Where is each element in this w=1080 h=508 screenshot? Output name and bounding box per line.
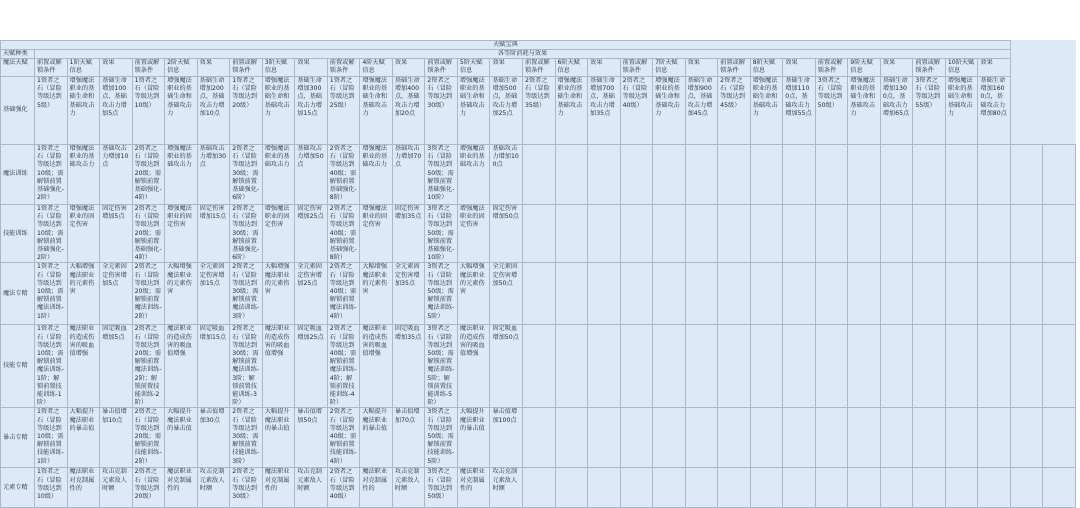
table-cell xyxy=(783,145,816,205)
table-cell xyxy=(620,263,653,325)
table-cell xyxy=(880,263,913,325)
table-cell xyxy=(718,325,751,408)
tier-prereq-header: 前置或解锁条件 xyxy=(522,59,555,77)
table-cell: 基础生命增加1300点，基础攻击力增加65点 xyxy=(880,77,913,145)
table-cell: 1资者之石（冒险等级达到25级） xyxy=(327,77,360,145)
row-label: 技能专精 xyxy=(1,325,35,408)
table-cell: 2资者之石（冒险等级达到20级；需解锁前置魔法训练-2阶） xyxy=(132,263,165,325)
table-cell: 全元素固定伤害增加35点 xyxy=(392,263,425,325)
table-cell xyxy=(522,325,555,408)
tier-effect-header: 效果 xyxy=(295,59,328,77)
table-cell xyxy=(945,263,978,325)
table-cell: 增强魔法职业的基础生命和基础攻击力 xyxy=(67,77,100,145)
table-cell: 2资者之石（冒险等级达到35级） xyxy=(522,77,555,145)
table-cell: 增强魔法职业的基础生命和基础攻击力 xyxy=(457,77,490,145)
table-cell: 2资者之石（冒险等级达到20级；需解锁前置技能训练-2阶） xyxy=(132,408,165,468)
tier-effect-header: 效果 xyxy=(490,59,523,77)
table-cell: 固定伤害增加25点 xyxy=(295,205,328,263)
table-cell xyxy=(978,325,1011,408)
table-cell: 大幅提升魔法职业的暴击值 xyxy=(360,408,393,468)
table-cell: 3资者之石（冒险等级达到50级；需解锁前置技能训练-5阶） xyxy=(425,408,458,468)
table-cell: 固定伤害增加35点 xyxy=(392,205,425,263)
table-cell: 基础生命增加500点，基础攻击力增加25点 xyxy=(490,77,523,145)
table-cell xyxy=(945,468,978,508)
table-cell: 增强魔法职业的基础生命和基础攻击力 xyxy=(653,77,686,145)
table-cell: 1资者之石（冒险等级达到10级） xyxy=(132,77,165,145)
table-cell: 基础攻击力增加70点 xyxy=(392,145,425,205)
tier-prereq-header: 前置或解锁条件 xyxy=(132,59,165,77)
table-cell xyxy=(522,145,555,205)
table-cell xyxy=(783,408,816,468)
table-cell xyxy=(1010,408,1043,468)
table-cell: 大幅提升魔法职业的暴击值 xyxy=(457,408,490,468)
table-cell xyxy=(522,263,555,325)
table-cell xyxy=(978,408,1011,468)
table-cell: 增强魔法职业的基础攻击力 xyxy=(165,145,198,205)
table-cell xyxy=(783,325,816,408)
table-cell: 基础生命增加300点，基础攻击力增加15点 xyxy=(295,77,328,145)
table-cell xyxy=(848,408,881,468)
table-cell xyxy=(588,205,621,263)
row-label: 暴击专精 xyxy=(1,408,35,468)
table-cell: 2资者之石（冒险等级达到30级；需解锁前置魔法训练-3阶） xyxy=(230,263,263,325)
table-cell: 2资者之石（冒险等级达到20级） xyxy=(132,468,165,508)
table-cell: 增强魔法职业的固定伤害 xyxy=(262,205,295,263)
table-cell: 基础攻击力增加10点 xyxy=(100,145,133,205)
table-cell xyxy=(750,205,783,263)
tier-prereq-header: 前置或解锁条件 xyxy=(230,59,263,77)
table-cell: 魔法职业的造成伤害的吸血值增强 xyxy=(262,325,295,408)
table-cell xyxy=(653,325,686,408)
table-cell xyxy=(522,205,555,263)
table-cell: 魔法职业对克制属性的 xyxy=(262,468,295,508)
table-cell: 增强魔法职业的固定伤害 xyxy=(67,205,100,263)
tier-info-header: 5阶天赋信息 xyxy=(457,59,490,77)
tier-info-header: 9阶天赋信息 xyxy=(848,59,881,77)
table-cell xyxy=(555,468,588,508)
table-cell xyxy=(880,325,913,408)
table-cell xyxy=(718,145,751,205)
tier-info-header: 6阶天赋信息 xyxy=(555,59,588,77)
tier-info-header: 3阶天赋信息 xyxy=(262,59,295,77)
table-cell: 3资者之石（冒险等级达到50级；需解锁前置基础强化-10阶） xyxy=(425,205,458,263)
table-cell: 2资者之石（冒险等级达到20级；需解锁前置基础强化-4阶） xyxy=(132,145,165,205)
table-cell: 2资者之石（冒险等级达到40级；需解锁前置魔法训练-4阶） xyxy=(327,263,360,325)
table-cell: 魔法职业的造成伤害的吸血值增强 xyxy=(67,325,100,408)
table-cell: 1资者之石（冒险等级达到10级） xyxy=(35,468,68,508)
table-cell: 3资者之石（冒险等级达到50级；需解锁前置魔法训练-5阶） xyxy=(425,263,458,325)
table-cell xyxy=(815,408,848,468)
table-cell xyxy=(783,468,816,508)
table-cell: 基础攻击力增加100点 xyxy=(490,145,523,205)
table-cell: 固定伤害增加5点 xyxy=(100,205,133,263)
table-cell xyxy=(620,145,653,205)
table-cell: 魔法职业对克制属性的 xyxy=(165,468,198,508)
row-label: 元素专精 xyxy=(1,468,35,508)
table-cell xyxy=(750,325,783,408)
table-cell: 2资者之石（冒险等级达到20级；需解锁前置基础强化-4阶） xyxy=(132,205,165,263)
table-cell xyxy=(913,325,946,408)
table-cell: 3资者之石（冒险等级达到50级） xyxy=(425,468,458,508)
row-label: 基础强化 xyxy=(1,77,35,145)
table-cell: 3资者之石（冒险等级达到50级；需解锁前置基础强化-10阶） xyxy=(425,145,458,205)
table-row xyxy=(1,145,1076,205)
talent-table xyxy=(0,40,1076,508)
table-cell: 暴击值增加50点 xyxy=(295,408,328,468)
table-cell: 基础攻击力增加30点 xyxy=(197,145,230,205)
table-cell: 增强魔法职业的基础生命和基础攻击力 xyxy=(360,77,393,145)
table-cell: 1资者之石（冒险等级达到10级；需解锁前置基础强化-2阶） xyxy=(35,145,68,205)
table-row xyxy=(1,77,1076,145)
tier-prereq-header: 前置或解锁条件 xyxy=(620,59,653,77)
table-cell: 魔法职业的造成伤害的吸血值增强 xyxy=(457,325,490,408)
table-cell: 3资者之石（冒险等级达到55级） xyxy=(913,77,946,145)
table-cell: 固定伤害增加15点 xyxy=(197,205,230,263)
skill-name-header: 魔法天赋 xyxy=(1,59,35,77)
table-cell xyxy=(588,263,621,325)
table-title: 天赋宝典 xyxy=(1,41,1011,50)
table-cell: 增强魔法职业的基础生命和基础攻击力 xyxy=(945,77,978,145)
tier-info-header: 10阶天赋信息 xyxy=(945,59,978,77)
table-cell: 攻击克制元素敌人时额 xyxy=(100,468,133,508)
group-header-row xyxy=(1,50,1076,59)
talent-table-body xyxy=(1,41,1076,508)
table-cell: 大幅增强魔法职业的元素伤害 xyxy=(165,263,198,325)
table-cell xyxy=(555,145,588,205)
table-cell: 大幅提升魔法职业的暴击值 xyxy=(165,408,198,468)
table-cell: 暴击值增加10点 xyxy=(100,408,133,468)
table-cell xyxy=(620,408,653,468)
effects-group-header: 各等阶消耗与效果 xyxy=(35,50,1011,59)
table-cell xyxy=(1043,205,1076,263)
table-cell xyxy=(685,468,718,508)
table-cell: 1资者之石（冒险等级达到10级；需解锁前置技能训练-1阶） xyxy=(35,408,68,468)
table-cell: 魔法职业对克制属性的 xyxy=(457,468,490,508)
table-cell xyxy=(1043,408,1076,468)
table-cell: 增强魔法职业的基础生命和基础攻击力 xyxy=(262,77,295,145)
tier-effect-header: 效果 xyxy=(783,59,816,77)
table-cell: 魔法职业的造成伤害的吸血值增强 xyxy=(360,325,393,408)
row-label: 魔法训练 xyxy=(1,145,35,205)
table-cell xyxy=(815,263,848,325)
table-cell xyxy=(653,408,686,468)
table-cell: 3资者之石（冒险等级达到50级；需解锁前置魔法训练-5阶；解锁前置技能训练-5阶） xyxy=(425,325,458,408)
table-cell xyxy=(815,145,848,205)
table-cell xyxy=(555,325,588,408)
table-cell xyxy=(620,205,653,263)
table-cell: 基础生命增加1100点，基础攻击力增加55点 xyxy=(783,77,816,145)
table-cell xyxy=(880,205,913,263)
tier-effect-header: 效果 xyxy=(978,59,1011,77)
tier-info-header: 1阶天赋信息 xyxy=(67,59,100,77)
table-cell xyxy=(653,205,686,263)
table-cell: 魔法职业的造成伤害的吸血值增强 xyxy=(165,325,198,408)
table-cell: 魔法职业对克制属性的 xyxy=(360,468,393,508)
table-cell xyxy=(1010,205,1043,263)
table-cell xyxy=(848,205,881,263)
table-cell xyxy=(1010,468,1043,508)
table-cell xyxy=(685,145,718,205)
tier-prereq-header: 前置或解锁条件 xyxy=(425,59,458,77)
table-cell: 2资者之石（冒险等级达到40级；需解锁前置技能训练-4阶） xyxy=(327,408,360,468)
table-cell: 全元素固定伤害增加15点 xyxy=(197,263,230,325)
table-cell: 攻击克制元素敌人时额 xyxy=(295,468,328,508)
table-cell xyxy=(978,205,1011,263)
table-cell xyxy=(718,205,751,263)
table-cell xyxy=(1043,263,1076,325)
table-cell: 暴击值增加100点 xyxy=(490,408,523,468)
table-cell: 固定伤害增加50点 xyxy=(490,205,523,263)
table-cell: 基础生命增加400点，基础攻击力增加20点 xyxy=(392,77,425,145)
table-cell xyxy=(750,145,783,205)
table-cell xyxy=(653,468,686,508)
tier-prereq-header: 前置或解锁条件 xyxy=(913,59,946,77)
tier-effect-header: 效果 xyxy=(392,59,425,77)
table-cell xyxy=(978,468,1011,508)
table-cell: 2资者之石（冒险等级达到30级；需解锁前置基础强化-6阶） xyxy=(230,205,263,263)
tier-info-header: 7阶天赋信息 xyxy=(653,59,686,77)
table-cell xyxy=(522,468,555,508)
table-cell: 增强魔法职业的基础攻击力 xyxy=(262,145,295,205)
tier-prereq-header: 前置或解锁条件 xyxy=(327,59,360,77)
table-cell xyxy=(913,408,946,468)
table-cell: 全元素固定伤害增加50点 xyxy=(490,263,523,325)
table-cell xyxy=(945,325,978,408)
table-cell: 增强魔法职业的基础攻击力 xyxy=(67,145,100,205)
table-cell xyxy=(1043,325,1076,408)
table-cell: 全元素固定伤害增加5点 xyxy=(100,263,133,325)
table-cell: 固定吸血增加50点 xyxy=(490,325,523,408)
table-cell: 增强魔法职业的基础生命和基础攻击力 xyxy=(750,77,783,145)
table-cell: 基础生命增加200点，基础攻击力增加10点 xyxy=(197,77,230,145)
table-cell xyxy=(945,205,978,263)
table-cell: 2资者之石（冒险等级达到40级；需解锁前置基础强化-8阶） xyxy=(327,205,360,263)
table-cell xyxy=(588,408,621,468)
table-cell: 基础生命增加900点，基础攻击力增加45点 xyxy=(685,77,718,145)
table-cell: 魔法职业对克制属性的 xyxy=(67,468,100,508)
table-cell: 1资者之石（冒险等级达到10级；需解锁前置魔法训练-1阶） xyxy=(35,263,68,325)
table-cell xyxy=(620,325,653,408)
table-cell xyxy=(815,325,848,408)
table-cell: 2资者之石（冒险等级达到30级） xyxy=(425,77,458,145)
table-cell: 暴击值增加70点 xyxy=(392,408,425,468)
tier-info-header: 2阶天赋信息 xyxy=(165,59,198,77)
table-cell xyxy=(750,408,783,468)
table-cell xyxy=(718,408,751,468)
table-cell: 增强魔法职业的基础攻击力 xyxy=(457,145,490,205)
table-cell: 2资者之石（冒险等级达到45级） xyxy=(718,77,751,145)
table-row xyxy=(1,263,1076,325)
tier-prereq-header: 前置或解锁条件 xyxy=(815,59,848,77)
table-cell xyxy=(848,468,881,508)
table-cell: 2资者之石（冒险等级达到30级） xyxy=(230,468,263,508)
table-cell: 1资者之石（冒险等级达到20级） xyxy=(230,77,263,145)
table-cell: 增强魔法职业的基础攻击力 xyxy=(360,145,393,205)
table-cell: 3资者之石（冒险等级达到50级） xyxy=(815,77,848,145)
table-cell: 增强魔法职业的基础生命和基础攻击力 xyxy=(165,77,198,145)
table-cell: 大幅增强魔法职业的元素伤害 xyxy=(457,263,490,325)
table-cell: 全元素固定伤害增加25点 xyxy=(295,263,328,325)
table-cell: 基础攻击力增加50点 xyxy=(295,145,328,205)
table-cell: 增强魔法职业的固定伤害 xyxy=(457,205,490,263)
tier-effect-header: 效果 xyxy=(880,59,913,77)
row-label: 技能训练 xyxy=(1,205,35,263)
table-cell: 大幅增强魔法职业的元素伤害 xyxy=(360,263,393,325)
tier-effect-header: 效果 xyxy=(100,59,133,77)
table-cell xyxy=(522,408,555,468)
table-cell: 基础生命增加1600点，基础攻击力增加80点 xyxy=(978,77,1011,145)
tier-prereq-header: 前置或解锁条件 xyxy=(35,59,68,77)
table-cell xyxy=(685,325,718,408)
table-cell xyxy=(1010,263,1043,325)
table-cell: 增强魔法职业的固定伤害 xyxy=(165,205,198,263)
table-cell: 1资者之石（冒险等级达到10级；需解锁前置基础强化-2阶） xyxy=(35,205,68,263)
table-cell xyxy=(1043,468,1076,508)
table-cell: 2资者之石（冒险等级达到20级；需解锁前置魔法训练-2阶；解锁前置技能训练-2阶） xyxy=(132,325,165,408)
tier-info-header: 8阶天赋信息 xyxy=(750,59,783,77)
table-cell xyxy=(945,145,978,205)
table-cell: 固定吸血增加25点 xyxy=(295,325,328,408)
title-row xyxy=(1,41,1076,50)
tier-effect-header: 效果 xyxy=(197,59,230,77)
table-cell xyxy=(913,263,946,325)
table-cell xyxy=(685,408,718,468)
table-row xyxy=(1,325,1076,408)
table-cell xyxy=(978,263,1011,325)
table-cell xyxy=(783,205,816,263)
table-cell: 1资者之石（冒险等级达到10级；需解锁前置魔法训练-1阶；解锁前置技能训练-1阶） xyxy=(35,325,68,408)
tier-prereq-header: 前置或解锁条件 xyxy=(718,59,751,77)
table-cell: 2资者之石（冒险等级达到40级；需解锁前置基础强化-8阶） xyxy=(327,145,360,205)
table-cell xyxy=(880,468,913,508)
table-cell: 基础生命增加700点，基础攻击力增加35点 xyxy=(588,77,621,145)
table-cell: 增强魔法职业的基础生命和基础攻击力 xyxy=(555,77,588,145)
table-cell xyxy=(815,205,848,263)
table-cell xyxy=(848,145,881,205)
table-cell xyxy=(815,468,848,508)
table-cell: 增强魔法职业的固定伤害 xyxy=(360,205,393,263)
table-cell: 大幅增强魔法职业的元素伤害 xyxy=(262,263,295,325)
table-cell xyxy=(880,145,913,205)
table-cell: 大幅提升魔法职业的暴击值 xyxy=(262,408,295,468)
table-cell: 大幅增强魔法职业的元素伤害 xyxy=(67,263,100,325)
tier-effect-header: 效果 xyxy=(588,59,621,77)
table-cell xyxy=(783,263,816,325)
table-cell xyxy=(555,263,588,325)
table-cell xyxy=(588,325,621,408)
table-cell xyxy=(588,468,621,508)
table-cell xyxy=(913,468,946,508)
table-cell xyxy=(1010,145,1043,205)
table-cell xyxy=(1010,325,1043,408)
table-cell xyxy=(880,408,913,468)
tier-info-header: 4阶天赋信息 xyxy=(360,59,393,77)
table-row xyxy=(1,468,1076,508)
table-cell xyxy=(750,263,783,325)
table-cell: 固定吸血增加5点 xyxy=(100,325,133,408)
table-cell: 基础生命增加100点，基础攻击力增加5点 xyxy=(100,77,133,145)
table-cell xyxy=(620,468,653,508)
table-cell xyxy=(978,145,1011,205)
category-header: 天赋种类 xyxy=(1,50,35,59)
table-cell xyxy=(1043,145,1076,205)
table-cell: 2资者之石（冒险等级达到40级；需解锁前置魔法训练-4阶；解锁前置技能训练-4阶） xyxy=(327,325,360,408)
table-cell: 固定吸血增加15点 xyxy=(197,325,230,408)
table-cell: 增强魔法职业的基础生命和基础攻击力 xyxy=(848,77,881,145)
table-cell: 1资者之石（冒险等级达到5级） xyxy=(35,77,68,145)
table-cell xyxy=(685,263,718,325)
table-cell xyxy=(913,145,946,205)
table-cell: 2资者之石（冒险等级达到40级） xyxy=(620,77,653,145)
table-cell: 2资者之石（冒险等级达到30级；需解锁前置技能训练-3阶） xyxy=(230,408,263,468)
table-cell xyxy=(750,468,783,508)
table-cell: 攻击克制元素敌人时额 xyxy=(197,468,230,508)
table-cell: 暴击值增加30点 xyxy=(197,408,230,468)
table-cell xyxy=(685,205,718,263)
table-cell xyxy=(588,145,621,205)
table-cell: 攻击克制元素敌人时额 xyxy=(490,468,523,508)
table-cell xyxy=(653,263,686,325)
table-cell: 2资者之石（冒险等级达到30级；需解锁前置基础强化-6阶） xyxy=(230,145,263,205)
table-cell xyxy=(848,263,881,325)
table-row xyxy=(1,205,1076,263)
table-cell xyxy=(718,468,751,508)
table-cell: 2资者之石（冒险等级达到40级） xyxy=(327,468,360,508)
table-cell xyxy=(653,145,686,205)
table-cell xyxy=(555,205,588,263)
table-cell: 攻击克制元素敌人时额 xyxy=(392,468,425,508)
table-row xyxy=(1,408,1076,468)
table-cell: 固定吸血增加35点 xyxy=(392,325,425,408)
table-cell xyxy=(848,325,881,408)
row-label: 魔法专精 xyxy=(1,263,35,325)
table-cell xyxy=(945,408,978,468)
tier-header-row xyxy=(1,59,1076,77)
tier-effect-header: 效果 xyxy=(685,59,718,77)
table-cell: 2资者之石（冒险等级达到30级；需解锁前置魔法训练-3阶；解锁前置技能训练-3阶） xyxy=(230,325,263,408)
table-cell: 大幅提升魔法职业的暴击值 xyxy=(67,408,100,468)
table-cell xyxy=(913,205,946,263)
table-cell xyxy=(718,263,751,325)
table-cell xyxy=(555,408,588,468)
